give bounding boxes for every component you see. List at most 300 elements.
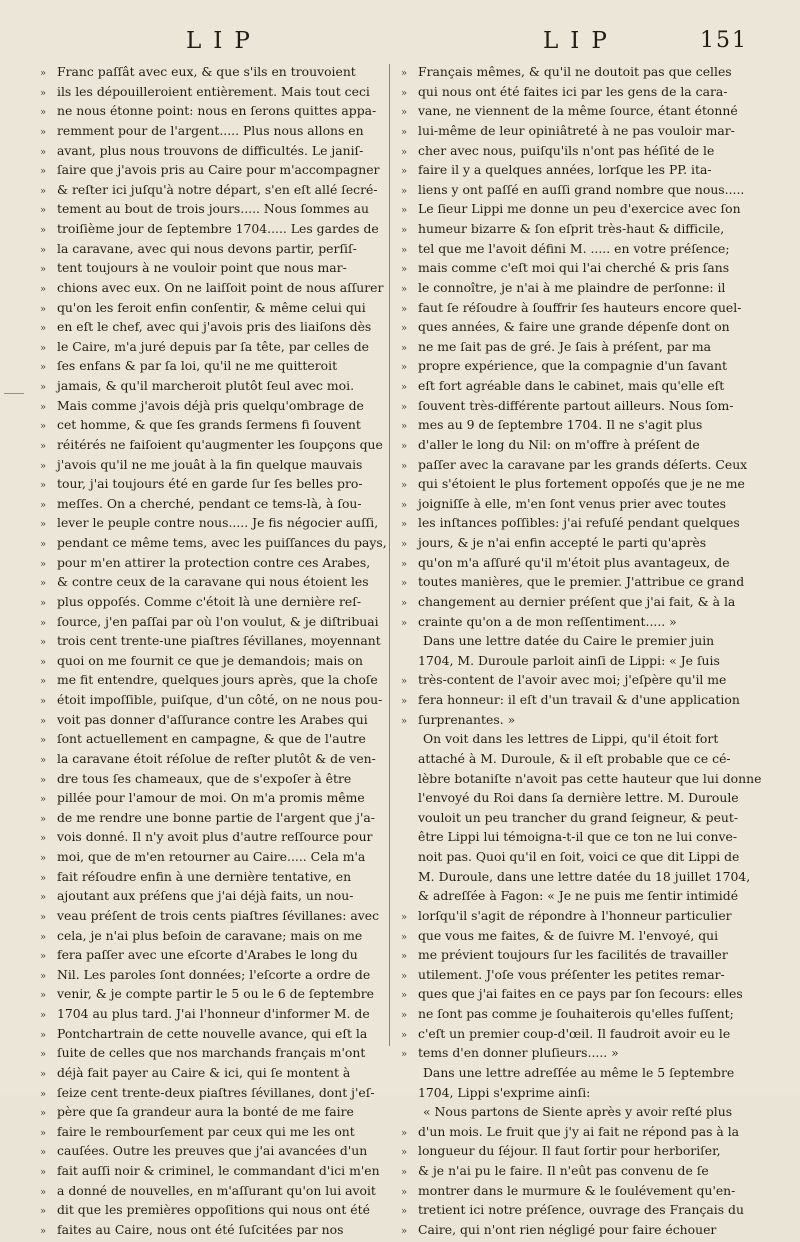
text-line [40, 180, 380, 200]
line-text: 1704 au plus tard. J'ai l'honneur d'informer M. de [57, 1006, 370, 1021]
line-text: lorſqu'il s'agit de répondre à l'honneur particulier [418, 907, 732, 923]
line-text: fait auſſi noir & criminel, le commandant d'ici m'en [57, 1163, 380, 1178]
text-line [40, 1102, 380, 1122]
quote-mark: » [401, 1029, 408, 1041]
text-line [40, 141, 380, 161]
text-line [401, 788, 741, 808]
quote-mark: » [401, 342, 408, 354]
line-text: & adreſſée à Fagon: « Je ne puis me ſentir intimidé [418, 888, 739, 904]
line-text: ſource, j'en paſſai par où l'on voulut, & je diſtribuai [57, 613, 379, 629]
line-text: chions avec eux. On ne laiſſoit point de nous aſſurer [57, 279, 384, 295]
line-text: étoit impoſſible, puiſque, d'un côté, on ne nous pou- [57, 692, 383, 707]
quote-mark: » [40, 460, 47, 472]
line-text: tretient ici notre préſence, ouvrage des Français du [418, 1202, 744, 1218]
line-text: liens y ont paſſé en auſſi grand nombre que nous..... [418, 181, 745, 197]
text-line [40, 847, 380, 867]
line-text: père que ſa grandeur aura la bonté de me faire [57, 1104, 354, 1120]
quote-mark: » [40, 539, 47, 550]
text-line [40, 1161, 380, 1181]
margin-mark [4, 393, 24, 394]
quote-mark: » [401, 617, 408, 629]
quote-mark: » [40, 519, 47, 531]
line-text: dre tous ſes chameaux, que de s'expoſer à être [57, 770, 352, 786]
text-line [40, 101, 380, 121]
text-line [401, 1024, 741, 1044]
line-text: réitérés ne faiſoient qu'augmenter les ſoupçons que [57, 436, 383, 452]
text-line [40, 1024, 380, 1044]
column-divider [389, 64, 390, 1046]
text-line [40, 494, 380, 514]
line-text: qui nous ont été faites ici par les gens de la cara- [418, 83, 728, 99]
line-text: lui-même de leur opiniâtreté à ne pas vouloir mar- [418, 122, 735, 138]
text-line [401, 180, 745, 200]
line-text: plus oppoſés. Comme c'étoit là une dernière reſ- [57, 593, 362, 609]
line-text: mes au 9 de ſeptembre 1704. Il ne s'agit plus [418, 417, 703, 433]
quote-mark: » [401, 244, 408, 256]
text-line [40, 690, 383, 710]
text-line [401, 729, 741, 749]
line-text: déjà fait payer au Caire & ici, qui ſe montent à [57, 1064, 351, 1080]
text-line [401, 513, 741, 533]
line-text: Franc paſſât avec eux, & que s'ils en trouvoient [57, 64, 356, 79]
text-line [40, 474, 380, 494]
quote-mark: » [401, 558, 408, 570]
line-text: cauſées. Outre les preuves que j'ai avancées d'un [57, 1143, 368, 1159]
text-line [401, 239, 741, 259]
text-line [401, 651, 741, 671]
line-text: Mais comme j'avois déjà pris quelqu'ombrage de [57, 397, 364, 413]
line-text: remment pour de l'argent..... Plus nous allons en [57, 122, 364, 138]
quote-mark: » [401, 1225, 408, 1237]
text-line [40, 886, 380, 906]
quote-mark: » [40, 833, 47, 845]
line-text: dit que les premières oppoſitions qui nous ont été [57, 1202, 370, 1218]
text-line [40, 1200, 380, 1220]
text-line [401, 494, 741, 514]
text-line [40, 729, 380, 749]
quote-mark: » [40, 617, 47, 629]
line-text: faut ſe réſoudre à ſouffrir ſes hauteurs encore quel- [418, 299, 742, 315]
text-line [40, 1043, 380, 1063]
quote-mark: » [401, 1167, 408, 1178]
text-line [401, 1181, 741, 1201]
text-line [40, 749, 380, 769]
text-line [401, 376, 741, 396]
quote-mark: » [401, 460, 408, 472]
quote-mark: » [401, 715, 408, 727]
quote-mark: » [40, 1010, 47, 1021]
quote-mark: » [40, 1068, 47, 1080]
line-text: Pontchartrain de cette nouvelle avance, qui eſt la [57, 1025, 368, 1041]
line-text: lever le peuple contre nous..... Je fis négocier auſſi, [57, 515, 379, 531]
quote-mark: » [40, 813, 47, 825]
line-text: Le ſieur Lippi me donne un peu d'exercice avec ſon [418, 201, 741, 217]
line-text: & reſter ici juſqu'à notre départ, s'en eſt allé ſecré- [57, 181, 378, 197]
text-line [40, 769, 380, 789]
line-text: qui s'étoient le plus fortement oppoſés que je ne me [418, 476, 745, 492]
quote-mark: » [401, 382, 408, 393]
line-text: jamais, & qu'il marcheroit plutôt ſeul avec moi. [57, 378, 355, 393]
text-line [401, 631, 741, 651]
line-text: voit pas donner d'aſſurance contre les Arabes qui [57, 711, 368, 727]
quote-mark: » [401, 970, 408, 982]
quote-mark: » [401, 283, 408, 295]
line-text: venir, & je compte partir le 5 ou le 6 de ſeptembre [57, 986, 374, 1002]
line-text: Français mêmes, & qu'il ne doutoit pas que celles [418, 64, 732, 79]
text-line [40, 298, 380, 318]
text-line [401, 906, 741, 926]
line-text: me prévient toujours ſur les facilités de travailler [418, 947, 728, 963]
line-text: que vous me faites, & de ſuivre M. l'envoyé, qui [418, 927, 719, 943]
quote-mark: » [401, 146, 408, 158]
line-text: d'un mois. Le fruit que j'y ai fait ne répond pas à la [418, 1123, 740, 1139]
text-line [401, 455, 748, 475]
quote-mark: » [401, 401, 408, 413]
quote-mark: » [40, 1029, 47, 1041]
text-line [40, 513, 380, 533]
line-text: meſſes. On a cherché, pendant ce tems-là, à ſou- [57, 495, 362, 511]
text-line [40, 808, 380, 828]
text-line [401, 827, 741, 847]
text-line [40, 278, 384, 298]
text-line [401, 533, 741, 553]
line-text: On voit dans les lettres de Lippi, qu'il étoit fort [423, 731, 719, 747]
text-line [40, 906, 380, 926]
line-text: utilement. J'oſe vous préſenter les petites remar- [418, 966, 725, 982]
line-text: cet homme, & que ſes grands ſermens fi ſouvent [57, 417, 361, 433]
line-text: longueur du ſéjour. Il faut ſortir pour herboriſer, [418, 1143, 721, 1159]
line-text: quoi on me fournit ce que je demandois; mais on [57, 652, 364, 668]
quote-mark: » [40, 853, 47, 864]
quote-mark: » [40, 107, 47, 119]
text-line [40, 651, 380, 671]
text-line [401, 474, 745, 494]
quote-mark: » [40, 1167, 47, 1178]
line-text: a donné de nouvelles, en m'aſſurant qu'on lui avoit [57, 1182, 376, 1198]
line-text: tems d'en donner pluſieurs..... » [418, 1045, 619, 1061]
line-text: eſt fort agréable dans le cabinet, mais qu'elle eſt [418, 378, 725, 393]
text-line [40, 415, 380, 435]
line-text: tel que me l'avoit défini M. ..... en votre préſence; [418, 240, 730, 256]
line-text: lèbre botaniſte n'avoit pas cette hauteur que lui donne [418, 770, 762, 786]
text-line [40, 62, 380, 82]
text-line [401, 945, 741, 965]
line-text: en eſt le chef, avec qui j'avois pris des liaiſons dès [57, 319, 372, 335]
text-line [401, 690, 741, 710]
text-line [40, 239, 380, 259]
text-line [40, 572, 380, 592]
quote-mark: » [401, 1010, 408, 1021]
quote-mark: » [40, 401, 47, 413]
line-text: faire le rembourſement par ceux qui me les ont [57, 1123, 355, 1139]
quote-mark: » [40, 185, 47, 197]
text-line [401, 926, 741, 946]
quote-mark: » [40, 637, 47, 649]
text-line [401, 1141, 741, 1161]
quote-mark: » [40, 362, 47, 374]
line-text: ques années, & faire une grande dépenſe dont on [418, 319, 730, 335]
text-line [401, 612, 741, 632]
quote-mark: » [40, 597, 47, 609]
quote-mark: » [40, 715, 47, 727]
line-text: ſouvent très-différente partout ailleurs. Nous ſom- [418, 397, 734, 413]
quote-mark: » [40, 1049, 47, 1061]
text-line [401, 847, 741, 867]
line-text: c'eſt un premier coup-d'œil. Il faudroit avoir eu le [418, 1025, 731, 1041]
quote-mark: » [40, 342, 47, 354]
header-right-title: LIP [543, 28, 619, 54]
text-line [40, 1141, 380, 1161]
quote-mark: » [401, 480, 408, 492]
quote-mark: » [401, 323, 408, 335]
line-text: pour m'en attirer la protection contre ces Arabes, [57, 554, 371, 570]
quote-mark: » [40, 323, 47, 335]
quote-mark: » [40, 1206, 47, 1218]
line-text: troiſième jour de ſeptembre 1704..... Les gardes de [57, 221, 379, 236]
text-line [401, 435, 741, 455]
line-text: ſaire que j'avois pris au Caire pour m'accompagner [57, 162, 380, 178]
quote-mark: » [401, 126, 408, 138]
text-line [40, 592, 380, 612]
line-text: ajoutant aux préſens que j'ai déjà faits, un nou- [57, 888, 354, 904]
quote-mark: » [40, 1225, 47, 1237]
line-text: cher avec nous, puiſqu'ils n'ont pas héſité de le [418, 142, 715, 158]
line-text: joigniſſe à elle, m'en ſont venus prier avec toutes [418, 495, 727, 511]
text-line [401, 415, 741, 435]
running-header [0, 28, 800, 60]
text-line [40, 553, 380, 573]
line-text: Dans une lettre datée du Caire le premier juin [423, 633, 715, 649]
text-line [401, 1161, 741, 1181]
line-text: fera paſſer avec une eſcorte d'Arabes le long du [57, 947, 358, 963]
line-text: & contre ceux de la caravane qui nous étoient les [57, 574, 369, 590]
text-line [40, 827, 380, 847]
text-line [40, 670, 380, 690]
text-line [401, 219, 741, 239]
line-text: cela, je n'ai plus beſoin de caravane; mais on me [57, 927, 363, 943]
quote-mark: » [40, 382, 47, 393]
quote-mark: » [401, 597, 408, 609]
line-text: noit pas. Quoi qu'il en ſoit, voici ce que dit Lippi de [418, 849, 740, 864]
quote-mark: » [40, 166, 47, 178]
line-text: crainte qu'on a de mon reſſentiment..... » [418, 613, 677, 629]
text-line [401, 592, 741, 612]
text-line [40, 337, 380, 357]
quote-mark: » [40, 421, 47, 433]
text-line [401, 1102, 741, 1122]
quote-mark: » [401, 166, 408, 178]
right-column [401, 62, 762, 1240]
quote-mark: » [40, 146, 47, 158]
line-text: qu'on m'a aſſuré qu'il m'étoit plus avantageux, de [418, 554, 730, 570]
quote-mark: » [40, 970, 47, 982]
quote-mark: » [40, 264, 47, 276]
quote-mark: » [401, 931, 408, 943]
quote-mark: » [401, 519, 408, 531]
line-text: & je n'ai pu le faire. Il n'eût pas convenu de ſe [418, 1163, 709, 1178]
quote-mark: » [401, 303, 408, 315]
quote-mark: » [401, 578, 408, 590]
text-line [401, 298, 741, 318]
quote-mark: » [40, 1147, 47, 1159]
header-left-title: LIP [186, 28, 262, 54]
quote-mark: » [40, 558, 47, 570]
quote-mark: » [401, 499, 408, 511]
line-text: moi, que de m'en retourner au Caire..... Cela m'a [57, 849, 366, 864]
line-text: « Nous partons de Siente après y avoir reſté plus [423, 1104, 733, 1120]
text-line [40, 1122, 380, 1142]
line-text: mais comme c'eſt moi qui l'ai cherché & pris ſans [418, 260, 730, 276]
text-line [401, 101, 741, 121]
text-line [40, 945, 380, 965]
text-line [40, 533, 387, 553]
line-text: me fit entendre, quelques jours après, que la choſe [57, 672, 378, 688]
quote-mark: » [40, 68, 47, 79]
text-line [40, 1181, 380, 1201]
text-line [401, 62, 741, 82]
text-line [401, 356, 741, 376]
quote-mark: » [40, 892, 47, 904]
text-line [401, 278, 741, 298]
quote-mark: » [40, 990, 47, 1002]
quote-mark: » [401, 1049, 408, 1061]
line-text: Caire, qui n'ont rien négligé pour faire échouer [418, 1221, 717, 1237]
quote-mark: » [401, 951, 408, 963]
quote-mark: » [401, 264, 408, 276]
line-text: fera honneur: il eſt d'un travail & d'une application [418, 692, 740, 707]
line-text: montrer dans le murmure & le ſoulévement qu'en- [418, 1182, 736, 1198]
text-line [40, 455, 380, 475]
quote-mark: » [40, 735, 47, 747]
quote-mark: » [40, 244, 47, 256]
quote-mark: » [401, 1206, 408, 1218]
quote-mark: » [401, 1186, 408, 1198]
text-line [40, 1083, 380, 1103]
quote-mark: » [40, 794, 47, 806]
line-text: ques que j'ai faites en ce pays par ſon ſecours: elles [418, 986, 743, 1002]
line-text: ſeize cent trente-deux piaſtres ſévillanes, dont j'eſ- [57, 1084, 375, 1100]
quote-mark: » [40, 126, 47, 138]
quote-mark: » [401, 990, 408, 1002]
text-line [401, 141, 741, 161]
line-text: Dans une lettre adreſſée au même le 5 ſeptembre [423, 1064, 735, 1080]
text-line [401, 317, 741, 337]
text-line [40, 1004, 380, 1024]
text-line [401, 337, 741, 357]
quote-mark: » [401, 440, 408, 452]
line-text: tent toujours à ne vouloir point que nous mar- [57, 260, 347, 276]
text-line [40, 82, 380, 102]
line-text: toutes manières, que le premier. J'attribue ce grand [418, 574, 745, 590]
line-text: la caravane étoit réſolue de reſter plutôt & de ven- [57, 750, 376, 766]
text-line [40, 160, 380, 180]
quote-mark: » [40, 440, 47, 452]
line-text: les inſtances poſſibles: j'ai refuſé pendant quelques [418, 515, 740, 531]
text-line [401, 553, 741, 573]
text-line [40, 926, 380, 946]
line-text: tement au bout de trois jours..... Nous ſommes au [57, 201, 370, 217]
line-text: humeur bizarre & ſon eſprit très-haut & difficile, [418, 221, 725, 236]
line-text: être Lippi lui témoigna-t-il que ce ton ne lui conve- [418, 829, 738, 845]
text-line [40, 867, 380, 887]
text-line [40, 788, 380, 808]
line-text: qu'on les feroit enfin conſentir, & même celui qui [57, 299, 366, 315]
quote-mark: » [401, 696, 408, 707]
line-text: ne ſont pas comme je ſouhaiterois qu'elles fuſſent; [418, 1006, 734, 1021]
line-text: attaché à M. Duroule, & il eſt probable que ce cé- [418, 750, 731, 766]
quote-mark: » [40, 696, 47, 707]
quote-mark: » [40, 774, 47, 786]
text-line [401, 808, 741, 828]
text-line [401, 572, 745, 592]
text-line [40, 1063, 380, 1083]
text-line [401, 749, 741, 769]
line-text: ſes enfans & par ſa loi, qu'il ne me quitteroit [57, 358, 338, 374]
quote-mark: » [401, 911, 408, 923]
text-line [40, 965, 380, 985]
text-line [40, 396, 380, 416]
text-line [40, 1220, 380, 1240]
text-line [401, 769, 762, 789]
quote-mark: » [401, 68, 408, 79]
line-text: j'avois qu'il ne me jouât à la fin quelque mauvais [57, 456, 363, 472]
line-text: très-content de l'avoir avec moi; j'eſpère qu'il me [418, 672, 727, 688]
text-line [401, 670, 741, 690]
text-line [401, 965, 741, 985]
quote-mark: » [401, 676, 408, 688]
line-text: fait réſoudre enfin à une dernière tentative, en [57, 868, 352, 884]
text-line [401, 1004, 741, 1024]
quote-mark: » [401, 107, 408, 119]
line-text: vois donné. Il n'y avoit plus d'autre reſſource pour [57, 829, 373, 845]
quote-mark: » [40, 931, 47, 943]
line-text: pillée pour l'amour de moi. On m'a promis même [57, 790, 365, 806]
text-line [40, 376, 380, 396]
text-line [401, 710, 741, 730]
line-text: faire il y a quelques années, lorſque les PP. ita- [418, 162, 712, 178]
line-text: ſont actuellement en campagne, & que de l'autre [57, 731, 366, 747]
quote-mark: » [40, 578, 47, 590]
line-text: de me rendre une bonne partie de l'argent que j'a- [57, 809, 375, 825]
text-line [40, 984, 380, 1004]
quote-mark: » [401, 87, 408, 99]
line-text: 1704, M. Duroule parloit ainſi de Lippi: « Je ſuis [418, 652, 720, 668]
quote-mark: » [40, 1108, 47, 1120]
text-line [401, 1220, 741, 1240]
line-text: ils les dépouilleroient entièrement. Mais tout ceci [57, 83, 370, 99]
line-text: Nil. Les paroles ſont données; l'eſcorte a ordre de [57, 966, 371, 982]
line-text: ne me ſait pas de gré. Je ſais à préſent, par ma [418, 338, 712, 354]
line-text: trois cent trente-une piaſtres ſévillanes, moyennant [57, 633, 381, 649]
line-text: la caravane, avec qui nous devons partir, perſiſ- [57, 240, 357, 256]
quote-mark: » [40, 951, 47, 963]
line-text: jours, & je n'ai enfin accepté le parti qu'après [418, 535, 707, 550]
page-number: 151 [700, 28, 748, 53]
text-line [401, 82, 741, 102]
text-line [40, 710, 380, 730]
quote-mark: » [40, 1088, 47, 1100]
line-text: changement au dernier préſent que j'ai fait, & à la [418, 593, 736, 609]
text-line [401, 886, 741, 906]
text-line [40, 199, 380, 219]
text-line [40, 258, 380, 278]
quote-mark: » [40, 480, 47, 492]
quote-mark: » [401, 421, 408, 433]
line-text: l'envoyé du Roi dans ſa dernière lettre. M. Duroule [418, 790, 739, 806]
text-line [40, 317, 380, 337]
text-line [401, 396, 741, 416]
text-line [40, 121, 380, 141]
